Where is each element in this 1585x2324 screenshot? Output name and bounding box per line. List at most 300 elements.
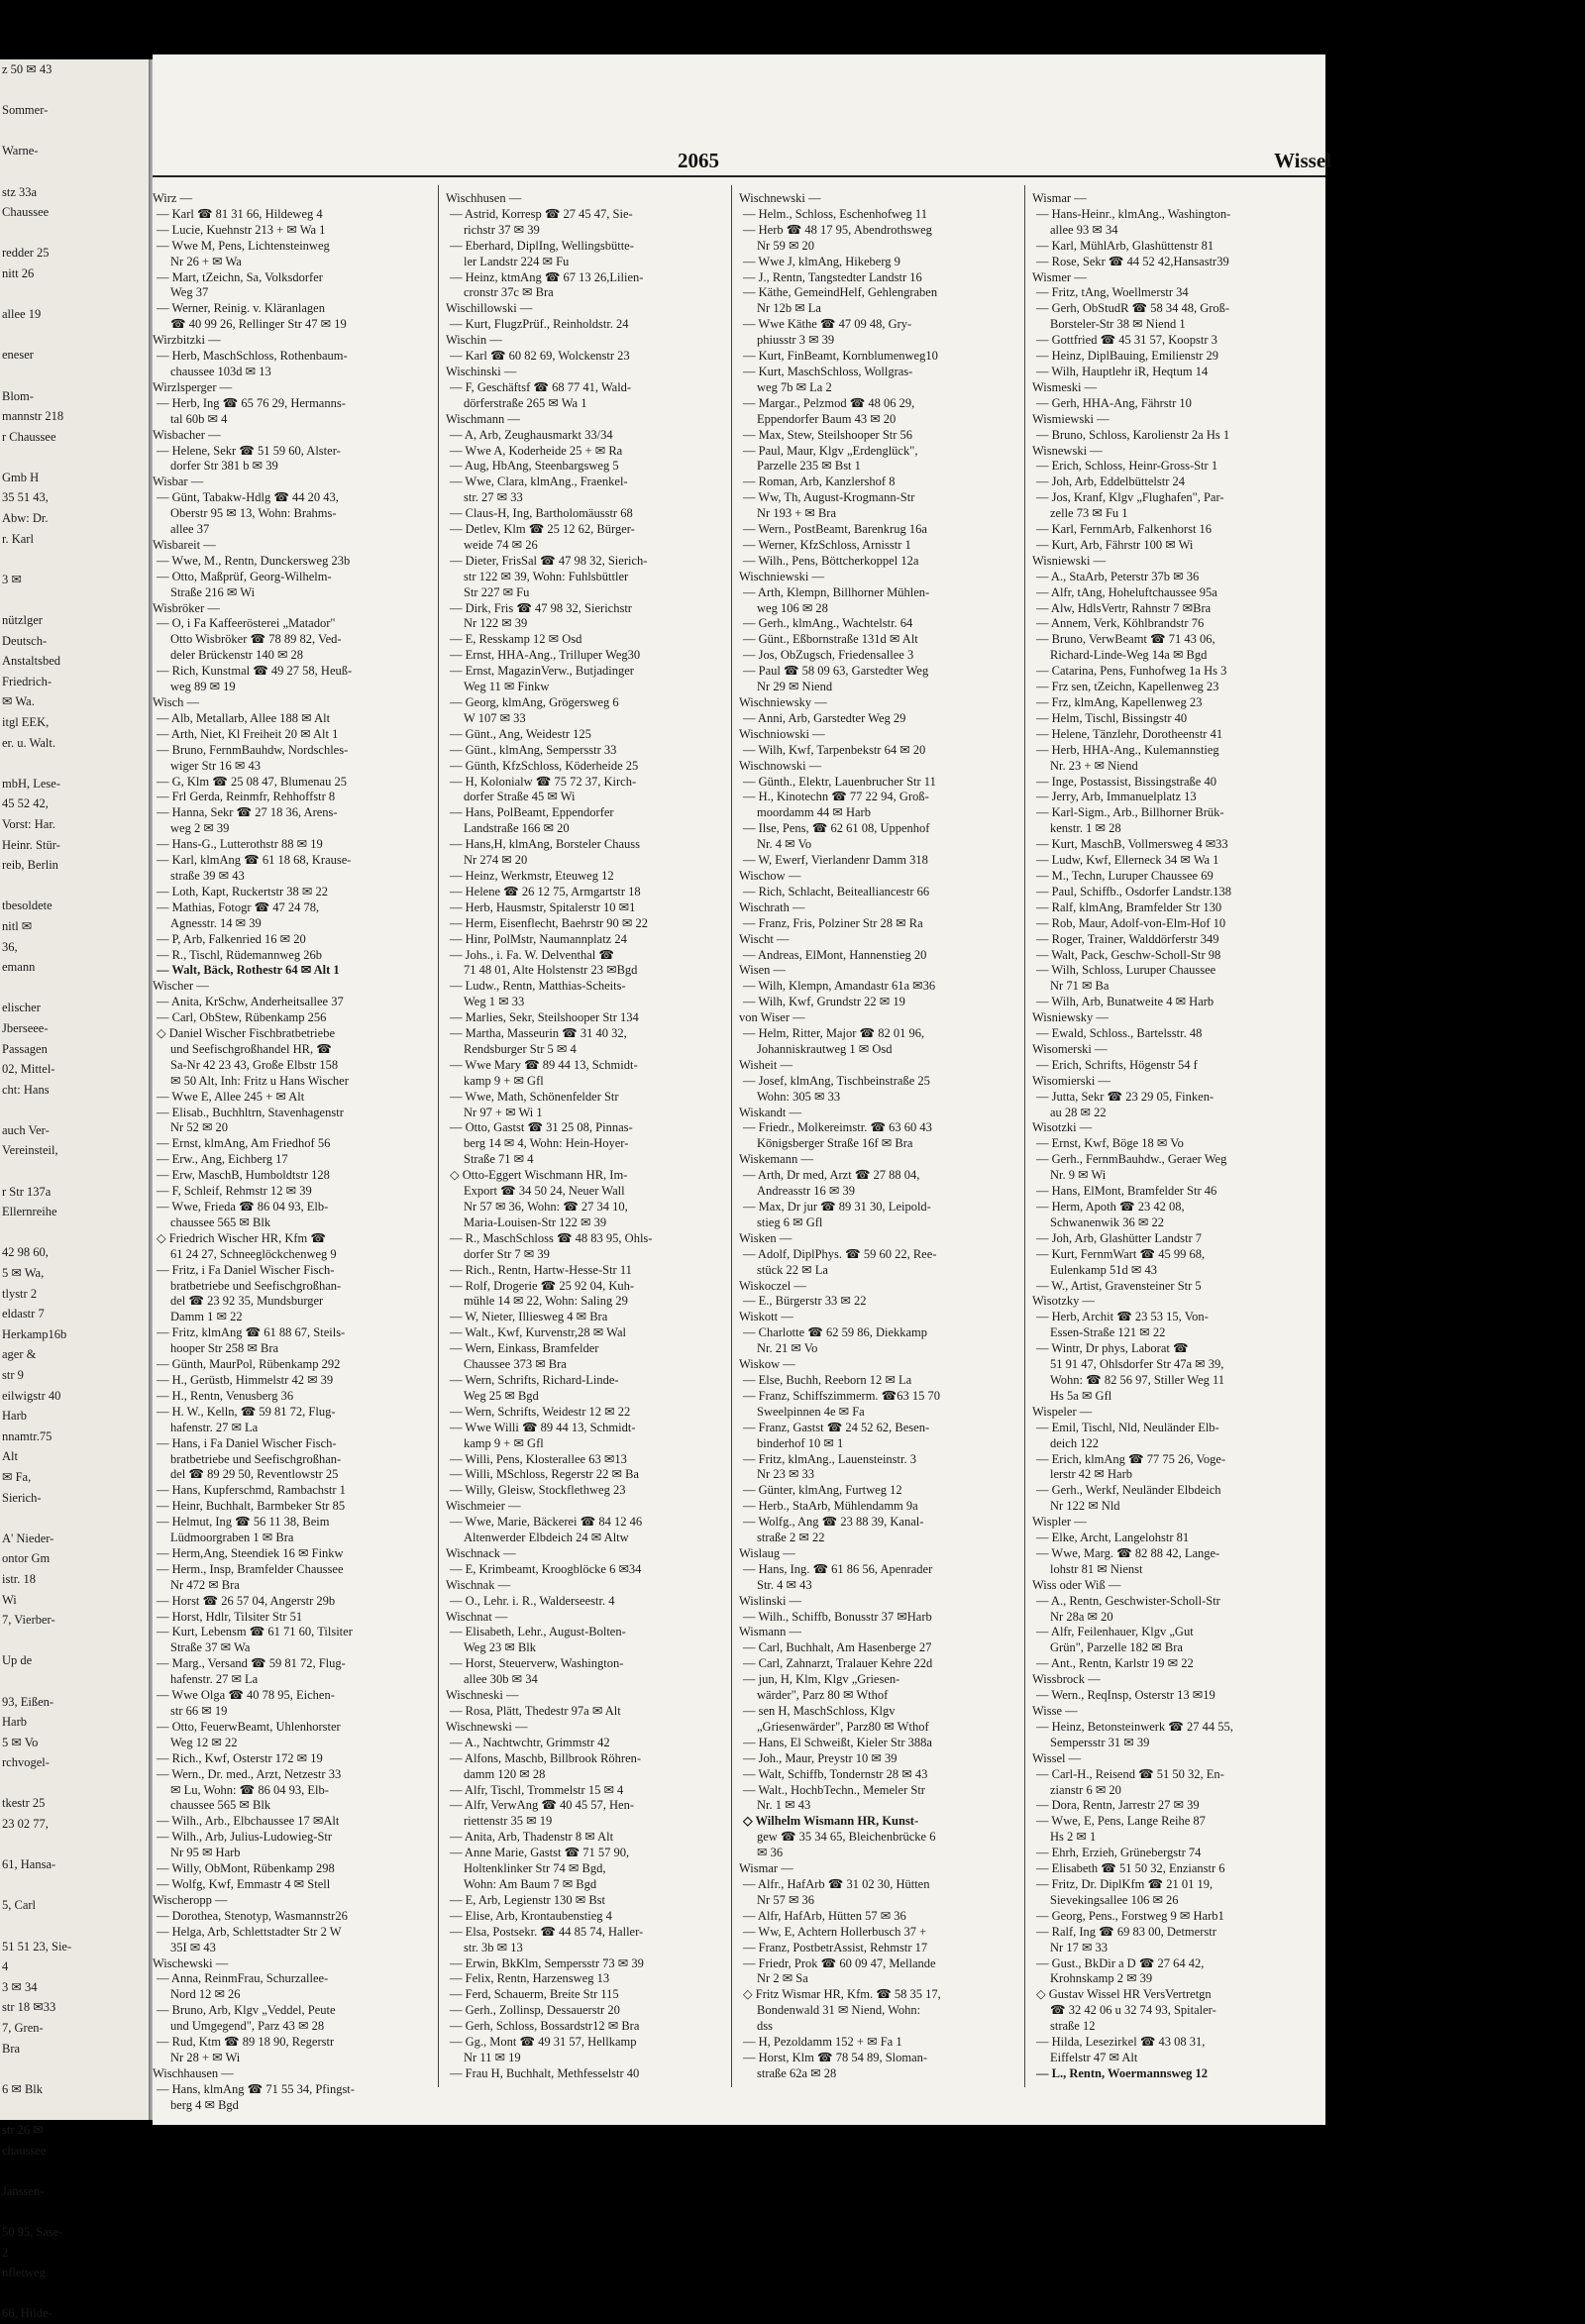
directory-entry-line: — Kurt, FlugzPrüf., Reinholdstr. 24: [450, 317, 629, 332]
directory-entry-line: — Erich, Schrifts, Högenstr 54 f: [1036, 1057, 1198, 1072]
directory-entry-line: — Helm., Schloss, Eschenhofweg 11: [743, 206, 927, 221]
directory-entry-line: Chaussee 373 ✉ Bra: [464, 1357, 567, 1372]
page-number: 2065: [678, 149, 719, 172]
directory-entry-line: — Kurt, Arb, Fährstr 100 ✉ Wi: [1036, 537, 1194, 552]
directory-entry-line: — Georg, klmAng, Grögersweg 6: [450, 695, 619, 709]
fragment-line: [0, 80, 149, 101]
directory-entry-line: — J., Rentn, Tangstedter Landstr 16: [743, 269, 922, 284]
directory-entry-line: — Wilh, Hauptlehr iR, Heqtum 14: [1036, 364, 1209, 378]
directory-entry-line: — Bruno, VerwBeamt ☎ 71 43 06,: [1036, 632, 1215, 647]
directory-entry-line: — Catarina, Pens, Funhofweg 1a Hs 3: [1036, 664, 1227, 679]
directory-entry-line: hafenstr. 27 ✉ La: [170, 1672, 259, 1687]
surname-heading: Wismar —: [739, 1861, 793, 1876]
directory-entry-line: — Herm., Insp, Bramfelder Chaussee: [157, 1561, 344, 1576]
directory-entry-line: Nr. 4 ✉ Vo: [757, 837, 812, 852]
directory-entry-line: kamp 9 + ✉ Gfl: [464, 1073, 544, 1088]
directory-entry-line: dörferstraße 265 ✉ Wa 1: [464, 395, 587, 410]
directory-entry-line: Weg 1 ✉ 33: [464, 995, 525, 1009]
fragment-line: 5 ✉ Wa,: [2, 1266, 45, 1281]
surname-heading: Wisotzky —: [1032, 1294, 1096, 1309]
directory-entry-line: — Wwe, Frieda ☎ 86 04 93, Elb-: [157, 1200, 329, 1214]
directory-entry-line: Nr 12b ✉ La: [757, 301, 821, 316]
fragment-line: Vereinsteil,: [2, 1143, 58, 1158]
directory-entry-line: — Wilh, Schloss, Luruper Chaussee: [1036, 963, 1216, 978]
directory-entry-line: — Wintr, Dr phys, Laborat ☎: [1036, 1341, 1189, 1356]
fragment-line: 50 95, Sase-: [2, 2224, 63, 2239]
directory-entry-line: — Lucie, Kuehnstr 213 + ✉ Wa 1: [157, 222, 326, 237]
directory-entry-line: — Wwe J, klmAng, Hikeberg 9: [743, 254, 900, 268]
directory-entry-line: — Franz, Schiffszimmerm. ☎63 15 70: [743, 1388, 940, 1403]
directory-entry-line: — Erw, MaschB, Humboldtstr 128: [157, 1168, 330, 1183]
column-1: [153, 191, 428, 2112]
fragment-line: [0, 2059, 149, 2079]
directory-entry-line: — Gerh, HHA-Ang, Fährstr 10: [1036, 395, 1192, 410]
directory-entry-line: — H, Pezoldamm 152 + ✉ Fa 1: [743, 2035, 902, 2050]
previous-page-fragment: [0, 59, 149, 2321]
directory-entry-line: — Josef, klmAng, Tischbeinstraße 25: [743, 1073, 930, 1088]
surname-heading: Wirzbitzki —: [153, 333, 221, 348]
directory-entry-line: — Rich., Rentn, Hartw-Hesse-Str 11: [450, 1262, 632, 1277]
directory-entry-line: — Charlotte ☎ 62 59 86, Diekkamp: [743, 1325, 928, 1340]
directory-entry-line: — Franz, PostbetrAssist, Rehmstr 17: [743, 1940, 928, 1954]
directory-entry-line: — A., Nachtwchtr, Grimmstr 42: [450, 1735, 610, 1749]
directory-entry-line: — Wwe, E, Pens, Lange Reihe 87: [1036, 1814, 1206, 1829]
directory-entry-line: Bondenwald 31 ✉ Niend, Wohn:: [757, 2003, 921, 2018]
directory-entry-line: Nr 97 + ✉ Wi 1: [464, 1105, 543, 1119]
directory-entry-line: — Rose, Sekr ☎ 44 52 42,Hansastr39: [1036, 254, 1229, 268]
surname-heading: Wiskow —: [739, 1357, 795, 1372]
directory-entry-line: — Alfr., HafArb ☎ 31 02 30, Hütten: [743, 1876, 930, 1891]
surname-heading: Wischhausen —: [153, 2065, 234, 2080]
directory-entry-line: stieg 6 ✉ Gfl: [757, 1215, 823, 1229]
directory-entry-line: — Ww, E, Achtern Hollerbusch 37 +: [743, 1924, 927, 1939]
fragment-line: Harb: [2, 1409, 27, 1424]
fragment-line: auch Ver-: [2, 1122, 50, 1137]
header-rule: [153, 175, 1325, 177]
directory-entry-line: — Franz, Fris, Polziner Str 28 ✉ Ra: [743, 915, 923, 930]
directory-entry-line: ◇ Friedrich Wischer HR, Kfm ☎: [157, 1230, 326, 1245]
fragment-line: [0, 589, 149, 610]
surname-heading: Wisomerski —: [1032, 1041, 1108, 1056]
directory-entry-line: — M., Techn, Luruper Chaussee 69: [1036, 868, 1214, 883]
directory-entry-line: Eppendorfer Baum 43 ✉ 20: [757, 411, 897, 426]
fragment-line: 35 51 43,: [2, 490, 49, 505]
surname-heading: Wisniewsky —: [1032, 1010, 1109, 1025]
directory-entry-line: Essen-Straße 121 ✉ 22: [1050, 1325, 1166, 1340]
directory-entry-line: Hs 2 ✉ 1: [1050, 1830, 1097, 1845]
directory-entry-line: Nr. 9 ✉ Wi: [1050, 1168, 1107, 1183]
directory-entry-line: — Wwe, Marie, Bäckerei ☎ 84 12 46: [450, 1515, 643, 1530]
fragment-line: elischer: [2, 1001, 41, 1015]
fragment-line: Deutsch-: [2, 633, 48, 648]
directory-entry-line: — Bruno, Arb, Klgv „Veddel, Peute: [157, 2003, 336, 2018]
directory-entry-line: — Ralf, Ing ☎ 69 83 00, Detmerstr: [1036, 1924, 1216, 1939]
directory-entry-line: — Hans, PolBeamt, Eppendorfer: [450, 805, 614, 820]
fragment-line: 36,: [2, 939, 18, 954]
directory-entry-line: Holtenklinker Str 74 ✉ Bgd,: [464, 1861, 606, 1876]
directory-entry-line: — Ernst, Kwf, Böge 18 ✉ Vo: [1036, 1136, 1184, 1151]
directory-entry-line: — Mathias, Fotogr ☎ 47 24 78,: [157, 899, 320, 914]
directory-entry-line: berg 4 ✉ Bgd: [170, 2097, 239, 2112]
directory-entry-line: straße 12: [1050, 2019, 1096, 2034]
directory-entry-line: — Wwe A, Koderheide 25 + ✉ Ra: [450, 443, 623, 458]
directory-entry-line: zelle 73 ✉ Fu 1: [1050, 506, 1128, 521]
directory-entry-line: straße 62a ✉ 28: [757, 2065, 837, 2080]
fragment-line: [0, 1671, 149, 1692]
directory-entry-line: cronstr 37c ✉ Bra: [464, 285, 554, 300]
fragment-line: [0, 223, 149, 244]
directory-entry-line: — jun, H, Klm, Klgv „Griesen-: [743, 1672, 900, 1687]
directory-entry-line: ✉ 50 Alt, Inh: Fritz u Hans Wischer: [170, 1073, 349, 1088]
fragment-line: Heinr. Stür-: [2, 837, 60, 852]
directory-entry-line: — Karl, klmAng ☎ 61 18 68, Krause-: [157, 853, 352, 868]
surname-heading: Wisch —: [153, 695, 200, 709]
directory-page: [153, 54, 1331, 2125]
directory-entry-line: — Rich., Kwf, Osterstr 172 ✉ 19: [157, 1750, 323, 1765]
directory-entry-line: — Herb, Ing ☎ 65 76 29, Hermanns-: [157, 395, 346, 410]
directory-entry-line: — Otto, Gastst ☎ 31 25 08, Pinnas-: [450, 1120, 633, 1135]
directory-entry-line: chaussee 103d ✉ 13: [170, 364, 271, 378]
fragment-line: z 50 ✉ 43: [2, 62, 53, 76]
directory-entry-line: — F, Geschäftsf ☎ 68 77 41, Wald-: [450, 379, 632, 394]
directory-entry-line: Nord 12 ✉ 26: [170, 1987, 241, 2002]
surname-heading: Wischnak —: [446, 1577, 511, 1592]
directory-entry-line: Weg 37: [170, 285, 209, 300]
directory-entry-line: — Wwe, Clara, klmAng., Fraenkel-: [450, 475, 628, 489]
directory-entry-line: — Alfr, Feilenhauer, Klgv „Gut: [1036, 1625, 1194, 1639]
directory-entry-line: Nr 2 ✉ Sa: [757, 1971, 808, 1986]
directory-entry-line: — Wwe, M., Rentn, Dunckersweg 23b: [157, 553, 351, 568]
directory-entry-line: Nr 29 ✉ Niend: [757, 680, 833, 694]
directory-entry-line: — Ludw, Kwf, Ellerneck 34 ✉ Wa 1: [1036, 853, 1219, 868]
directory-entry-line: — Wilh, Kwf, Tarpenbekstr 64 ✉ 20: [743, 742, 926, 757]
surname-heading: Wismar —: [1032, 191, 1087, 205]
fragment-line: mannstr 218: [2, 409, 64, 424]
directory-entry-line: 51 91 47, Ohlsdorfer Str 47a ✉ 39,: [1050, 1357, 1224, 1372]
directory-entry-line: — Fritz, klmAng., Lauensteinstr. 3: [743, 1451, 916, 1466]
page-header: [153, 149, 1331, 178]
directory-entry-line: Richard-Linde-Weg 14a ✉ Bgd: [1050, 648, 1208, 663]
directory-entry-line: und Umgegend", Parz 43 ✉ 28: [170, 2019, 325, 2034]
directory-entry-line: — H, Kolonialw ☎ 75 72 37, Kirch-: [450, 774, 637, 789]
directory-entry-line: — Rich, Kunstmal ☎ 49 27 58, Heuß-: [157, 664, 353, 679]
fragment-line: [0, 1222, 149, 1243]
directory-entry-line: — E., Bürgerstr 33 ✉ 22: [743, 1294, 867, 1309]
directory-entry-line: — Bruno, Schloss, Karolienstr 2a Hs 1: [1036, 427, 1230, 442]
directory-entry-line: — Karl ☎ 81 31 66, Hildeweg 4: [157, 206, 323, 221]
fragment-line: Up de: [2, 1653, 33, 1668]
fragment-line: 61, Hansa-: [2, 1857, 56, 1872]
directory-entry-line: — Heinz, Werkmstr, Eteuweg 12: [450, 868, 614, 883]
directory-entry-line: — Ludw., Rentn, Matthias-Scheits-: [450, 979, 626, 994]
fragment-line: str 26 ✉: [2, 2122, 44, 2137]
directory-entry-line: ✉ 36: [757, 1846, 784, 1860]
directory-entry-line: — P, Arb, Falkenried 16 ✉ 20: [157, 931, 306, 946]
directory-entry-line: — Alfr, Tischl, Trommelstr 15 ✉ 4: [450, 1782, 624, 1797]
directory-entry-line: — Günt., klmAng, Sempersstr 33: [450, 742, 617, 757]
directory-entry-line: — Arth, Dr med, Arzt ☎ 27 88 04,: [743, 1168, 920, 1183]
directory-entry-line: dss: [757, 2019, 773, 2034]
surname-heading: Wisniewski —: [1032, 553, 1107, 568]
fragment-line: eldastr 7: [2, 1307, 45, 1321]
directory-entry-line: — Wwe E, Allee 245 + ✉ Alt: [157, 1089, 305, 1104]
directory-entry-line: — Horst, Hdlr, Tilsiter Str 51: [157, 1609, 303, 1624]
fragment-line: 2: [2, 2245, 9, 2260]
fragment-line: [0, 366, 149, 386]
directory-entry-line: — Margar., Pelzmod ☎ 48 06 29,: [743, 395, 915, 410]
directory-entry-line: „Griesenwärder", Parz80 ✉ Wthof: [757, 1719, 929, 1734]
fragment-line: 5 ✉ Vo: [2, 1735, 39, 1749]
directory-entry-line: deler Brückenstr 140 ✉ 28: [170, 648, 304, 663]
directory-entry-line: Agnesstr. 14 ✉ 39: [170, 915, 262, 930]
directory-entry-line: — Willi, MSchloss, Regerstr 22 ✉ Ba: [450, 1467, 639, 1482]
fragment-line: cht: Hans: [2, 1082, 50, 1097]
directory-entry-line: — Wwe Mary ☎ 89 44 13, Schmidt-: [450, 1057, 638, 1072]
surname-heading: Wirzlsperger —: [153, 379, 233, 394]
directory-entry-line: — Annem, Verk, Köhlbrandstr 76: [1036, 616, 1205, 631]
directory-entry-line: — Georg, Pens., Forstweg 9 ✉ Harb1: [1036, 1908, 1224, 1923]
directory-entry-line: — Rolf, Drogerie ☎ 25 92 04, Kuh-: [450, 1278, 635, 1293]
directory-entry-line: — Dirk, Fris ☎ 47 98 32, Sierichstr: [450, 600, 632, 615]
directory-entry-line: — Roman, Arb, Kanzlershof 8: [743, 475, 896, 489]
directory-entry-line: — Erich, klmAng ☎ 77 75 26, Voge-: [1036, 1451, 1226, 1466]
directory-entry-line: — Marlies, Sekr, Steilshooper Str 134: [450, 1010, 639, 1025]
directory-entry-line: — Ralf, klmAng, Bramfelder Str 130: [1036, 899, 1222, 914]
directory-entry-line: — Otto, FeuerwBeamt, Uhlenhorster: [157, 1719, 341, 1734]
directory-entry-line: ◇ Daniel Wischer Fischbratbetriebe: [157, 1026, 335, 1041]
fragment-line: [0, 1773, 149, 1794]
directory-entry-line: del ☎ 23 92 35, Mundsburger: [170, 1294, 324, 1309]
directory-entry-line: — Paul ☎ 58 09 63, Garstedter Weg: [743, 664, 929, 679]
fragment-line: [0, 1161, 149, 1182]
directory-entry-line: — Felix, Rentn, Harzensweg 13: [450, 1971, 610, 1986]
directory-entry-line: — Werner, KfzSchloss, Arnisstr 1: [743, 537, 911, 552]
directory-entry-line: — Horst ☎ 26 57 04, Angerstr 29b: [157, 1593, 336, 1608]
directory-entry-line: — Elise, Arb, Krontaubenstieg 4: [450, 1908, 612, 1923]
fragment-line: Jberseee-: [2, 1020, 49, 1035]
surname-heading: Wischillowski —: [446, 301, 533, 316]
fragment-line: 66, Hilde-: [2, 2306, 53, 2321]
directory-entry-line: — Hans, klmAng ☎ 71 55 34, Pfingst-: [157, 2081, 355, 2096]
surname-heading: Wisken —: [739, 1230, 792, 1245]
directory-entry-line: Wohn: ☎ 82 56 97, Stiller Weg 11: [1050, 1372, 1225, 1387]
directory-entry-line: — W., Artist, Gravensteiner Str 5: [1036, 1278, 1202, 1293]
fragment-line: Wi: [2, 1592, 17, 1607]
directory-entry-line: — Carl, ObStew, Rübenkamp 256: [157, 1010, 327, 1025]
surname-heading: Wismer —: [1032, 269, 1087, 284]
directory-entry-line: Eiffelstr 47 ✉ Alt: [1050, 2050, 1138, 2064]
fragment-line: [0, 1835, 149, 1855]
directory-entry-line: — Willi, Pens, Klosterallee 63 ✉13: [450, 1451, 627, 1466]
directory-entry-line: weide 74 ✉ 26: [464, 537, 538, 552]
fragment-line: Passagen: [2, 1041, 48, 1056]
fragment-line: [0, 2283, 149, 2304]
directory-entry-line: — Kurt, MaschSchloss, Wollgras-: [743, 364, 913, 378]
directory-entry-line: Sievekingsallee 106 ✉ 26: [1050, 1892, 1179, 1907]
surname-heading: Wischin —: [446, 333, 502, 348]
directory-entry-line: — Walt, Pack, Geschw-Scholl-Str 98: [1036, 947, 1221, 962]
directory-entry-line: — Johs., i. Fa. W. Delventhal ☎: [450, 947, 614, 962]
directory-entry-line: Straße 37 ✉ Wa: [170, 1640, 251, 1655]
directory-entry-line: — Heinz, Betonsteinwerk ☎ 27 44 55,: [1036, 1719, 1233, 1734]
directory-entry-line: — Herm,Ang, Steendiek 16 ✉ Finkw: [157, 1545, 344, 1560]
directory-entry-line: — E, Arb, Legienstr 130 ✉ Bst: [450, 1892, 605, 1907]
directory-entry-line: — Günt., Ang, Weidestr 125: [450, 726, 591, 741]
directory-entry-line: — Herm, Apoth ☎ 23 42 08,: [1036, 1200, 1185, 1214]
directory-entry-line: weg 2 ✉ 39: [170, 821, 230, 836]
directory-entry-line: Landstraße 166 ✉ 20: [464, 821, 570, 836]
fragment-line: itgl EEK,: [2, 715, 50, 729]
fragment-line: Sierich-: [2, 1490, 42, 1505]
directory-entry-line: binderhof 10 ✉ 1: [757, 1435, 844, 1450]
fragment-line: [0, 121, 149, 142]
directory-entry-line: — Joh., Maur, Preystr 10 ✉ 39: [743, 1750, 898, 1765]
surname-heading: Wiskoczel —: [739, 1278, 806, 1293]
directory-entry-line: — Wwe M, Pens, Lichtensteinweg: [157, 238, 330, 253]
directory-entry-line: Nr 472 ✉ Bra: [170, 1577, 240, 1592]
directory-entry-line: — Wilh, Kwf, Grundstr 22 ✉ 19: [743, 995, 905, 1009]
directory-entry-line: — Hilda, Lesezirkel ☎ 43 08 31,: [1036, 2035, 1206, 2050]
directory-entry-line: — Ernst, MagazinVerw., Butjadinger: [450, 664, 634, 679]
directory-entry-line: allee 30b ✉ 34: [464, 1672, 538, 1687]
fragment-line: 42 98 60,: [2, 1245, 49, 1260]
fragment-line: [0, 876, 149, 897]
surname-heading: Wiskott —: [739, 1310, 793, 1324]
directory-entry-line: ☎ 40 99 26, Rellinger Str 47 ✉ 19: [170, 317, 347, 332]
directory-entry-line: — Alfr, VerwAng ☎ 40 45 57, Hen-: [450, 1798, 634, 1813]
directory-entry-line: — Frau H, Buchhalt, Methfesselstr 40: [450, 2065, 640, 2080]
surname-heading: Wischniewsky —: [739, 695, 827, 709]
directory-entry-line: — Else, Buchh, Reeborn 12 ✉ La: [743, 1372, 912, 1387]
surname-heading: Wischnewski —: [739, 191, 821, 205]
directory-entry-line: — Günth, KfzSchloss, Köderheide 25: [450, 758, 639, 773]
directory-entry-line: — Wolfg., Ang ☎ 23 88 39, Kanal-: [743, 1515, 924, 1530]
directory-entry-line: — Karl-Sigm., Arb., Billhorner Brük-: [1036, 805, 1224, 820]
directory-entry-line: — Gust., BkDir a D ☎ 27 64 42,: [1036, 1955, 1205, 1970]
fragment-line: 7, Gren-: [2, 2021, 44, 2035]
directory-entry-line: — Max, Dr jur ☎ 89 31 30, Leipold-: [743, 1200, 931, 1214]
directory-entry-line: — Fritz, klmAng ☎ 61 88 67, Steils-: [157, 1325, 346, 1340]
directory-entry-line: Maria-Louisen-Str 122 ✉ 39: [464, 1215, 607, 1229]
fragment-line: [0, 1100, 149, 1120]
directory-entry-line: — Gerh., Zollinsp, Dessauerstr 20: [450, 2003, 620, 2018]
directory-entry-line: — Gerh, Schloss, Bossardstr12 ✉ Bra: [450, 2019, 640, 2034]
directory-entry-line: — Wern, Einkass, Bramfelder: [450, 1341, 599, 1356]
surname-heading: Wisse —: [1032, 1704, 1078, 1718]
directory-entry-line: — Helene ☎ 26 12 75, Armgartstr 18: [450, 884, 641, 898]
surname-heading: Wismann —: [739, 1625, 802, 1639]
directory-entry-line: — Gerh., klmAng., Wachtelstr. 64: [743, 616, 913, 631]
directory-entry-line: Hs 5a ✉ Gfl: [1050, 1388, 1112, 1403]
directory-entry-line: — Walt, Bäck, Rothestr 64 ✉ Alt 1: [157, 963, 340, 978]
directory-entry-line: und Seefischgroßhandel HR, ☎: [170, 1041, 332, 1056]
directory-entry-line: — Dorothea, Stenotyp, Wasmannstr26: [157, 1908, 348, 1923]
fragment-line: [0, 161, 149, 182]
directory-entry-line: — Carl-H., Reisend ☎ 51 50 32, En-: [1036, 1766, 1224, 1781]
directory-entry-line: — Helm, Ritter, Major ☎ 82 01 96,: [743, 1026, 925, 1041]
directory-entry-line: str. 27 ✉ 33: [464, 490, 523, 505]
fragment-line: tbesoldete: [2, 898, 53, 913]
fragment-line: Gmb H: [2, 470, 40, 484]
directory-entry-line: Nr. 23 + ✉ Niend: [1050, 758, 1138, 773]
directory-entry-line: Damm 1 ✉ 22: [170, 1310, 243, 1324]
directory-entry-line: — Helene, Tänzlehr, Dorotheenstr 41: [1036, 726, 1223, 741]
directory-entry-line: — sen H, MaschSchloss, Klgv: [743, 1704, 896, 1718]
fragment-line: mbH, Lese-: [2, 776, 61, 791]
directory-entry-line: Nr 28a ✉ 20: [1050, 1609, 1113, 1624]
directory-entry-line: kenstr. 1 ✉ 28: [1050, 821, 1121, 836]
directory-entry-line: — Ewald, Schloss., Bartelsstr. 48: [1036, 1026, 1203, 1041]
directory-entry-line: — Kurt, FernmWart ☎ 45 99 68,: [1036, 1246, 1206, 1261]
directory-entry-line: — Wwe Käthe ☎ 47 09 48, Gry-: [743, 317, 912, 332]
surname-heading: Wispler —: [1032, 1515, 1087, 1530]
surname-heading: Wiskandt —: [739, 1105, 802, 1119]
directory-entry-line: — Walt, Schiffb, Tondernstr 28 ✉ 43: [743, 1766, 928, 1781]
directory-entry-line: — Dieter, FrisSal ☎ 47 98 32, Sierich-: [450, 553, 648, 568]
directory-entry-line: moordamm 44 ✉ Harb: [757, 805, 871, 820]
directory-entry-line: hafenstr. 27 ✉ La: [170, 1420, 259, 1434]
directory-entry-line: — Karl, MühlArb, Glashüttenstr 81: [1036, 238, 1215, 253]
fragment-line: 51 51 23, Sie-: [2, 1939, 72, 1954]
directory-entry-line: — Ww, Th, August-Krogmann-Str: [743, 490, 915, 505]
surname-heading: Wischneski —: [446, 1688, 519, 1703]
directory-entry-line: — Käthe, GemeindHelf, Gehlengraben: [743, 285, 938, 300]
directory-entry-line: — Marg., Versand ☎ 59 81 72, Flug-: [157, 1656, 346, 1671]
directory-entry-line: — Martha, Masseurin ☎ 31 40 32,: [450, 1026, 627, 1041]
directory-entry-line: — Friedr., Molkereimstr. ☎ 63 60 43: [743, 1120, 932, 1135]
directory-entry-line: — Herb ☎ 48 17 95, Abendrothsweg: [743, 222, 932, 237]
directory-entry-line: — Wilh., Arb, Julius-Ludowieg-Str: [157, 1830, 333, 1845]
directory-entry-line: gew ☎ 35 34 65, Bleichenbrücke 6: [757, 1830, 936, 1845]
directory-entry-line: — Astrid, Korresp ☎ 27 45 47, Sie-: [450, 206, 633, 221]
directory-entry-line: zianstr 6 ✉ 20: [1050, 1782, 1121, 1797]
directory-entry-line: Straße 71 ✉ 4: [464, 1152, 534, 1167]
directory-entry-line: Otto Wisbröker ☎ 78 89 82, Ved-: [170, 632, 342, 647]
fragment-line: nnamtr.75: [2, 1428, 53, 1443]
directory-entry-line: — Wern, Schrifts, Weidestr 12 ✉ 22: [450, 1404, 631, 1419]
directory-entry-line: Königsberger Straße 16f ✉ Bra: [757, 1136, 913, 1151]
fragment-line: chaussee: [2, 2143, 47, 2158]
directory-entry-line: — Bruno, FernmBauhdw, Nordschles-: [157, 742, 349, 757]
directory-entry-line: — Rob, Maur, Adolf-von-Elm-Hof 10: [1036, 915, 1226, 930]
surname-heading: Wiss oder Wiß —: [1032, 1577, 1121, 1592]
directory-entry-line: — Claus-H, Ing, Bartholomäusstr 68: [450, 506, 633, 521]
directory-entry-line: — Helene, Sekr ☎ 51 59 60, Alster-: [157, 443, 341, 458]
surname-heading: Wischnack —: [446, 1545, 516, 1560]
directory-entry-line: str 122 ✉ 39, Wohn: Fuhlsbüttler: [464, 569, 629, 583]
directory-entry-line: — Willy, Gleisw, Stockflethweg 23: [450, 1483, 626, 1498]
directory-entry-line: Nr 57 ✉ 36: [757, 1892, 815, 1907]
directory-entry-line: del ☎ 89 29 50, Reventlowstr 25: [170, 1467, 339, 1482]
directory-entry-line: richstr 37 ✉ 39: [464, 222, 540, 237]
directory-entry-line: Johanniskrautweg 1 ✉ Osd: [757, 1041, 893, 1056]
directory-entry-line: — H., Kinotechn ☎ 77 22 94, Groß-: [743, 790, 929, 804]
directory-entry-line: Grün", Parzelle 182 ✉ Bra: [1050, 1640, 1183, 1655]
fragment-line: rchvogel-: [2, 1755, 50, 1770]
directory-entry-line: — Günth., Elektr, Lauenbrucher Str 11: [743, 774, 936, 789]
directory-entry-line: weg 7b ✉ La 2: [757, 379, 832, 394]
directory-entry-line: Export ☎ 34 50 24, Neuer Wall: [464, 1184, 625, 1199]
fragment-line: str 9: [2, 1368, 24, 1382]
running-head: Wissel: [1274, 149, 1331, 172]
directory-entry-line: bratbetriebe und Seefischgroßhan-: [170, 1451, 342, 1466]
directory-entry-line: damm 120 ✉ 28: [464, 1766, 546, 1781]
directory-entry-line: — Herb, HHA-Ang., Kulemannstieg: [1036, 742, 1219, 757]
surname-heading: Wisbacher —: [153, 427, 221, 442]
directory-entry-line: allee 93 ✉ 34: [1050, 222, 1118, 237]
directory-entry-line: ◇ Gustav Wissel HR VersVertretgn: [1036, 1987, 1212, 2002]
directory-entry-line: — Alfons, Maschb, Billbrook Röhren-: [450, 1750, 642, 1765]
